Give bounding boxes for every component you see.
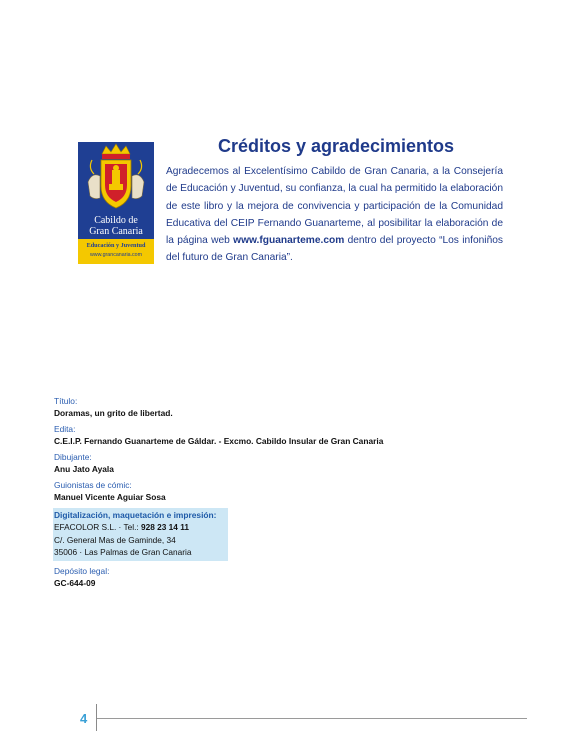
- cabildo-logo: [78, 142, 154, 264]
- credit-title: [54, 396, 454, 419]
- credit-printing-line1: [54, 521, 228, 534]
- paragraph-text-end: dentro del proyecto “Los infoniños del futuro de Gran Canaria”.: [166, 235, 503, 264]
- credit-writers-label: Guionistas de cómic:: [54, 480, 132, 490]
- logo-name: [78, 215, 154, 237]
- credit-legal-deposit-value: GC-644-09: [54, 577, 96, 588]
- logo-department: Educación y Juventud: [86, 242, 146, 249]
- credit-writers-value: Manuel Vicente Aguiar Sosa: [54, 492, 166, 502]
- credit-title-label: Título:: [54, 396, 78, 406]
- credit-printing: [53, 508, 228, 561]
- page-title: Créditos y agradecimientos: [217, 136, 455, 156]
- credit-printing-address: C/. General Mas de Gaminde, 34: [54, 534, 176, 545]
- logo-name-line2: Gran Canaria: [89, 226, 143, 237]
- footer-horizontal-rule: [97, 718, 527, 719]
- credit-printing-label: Digitalización, maquetación e impresión:: [54, 510, 217, 520]
- credit-publisher-label: Edita:: [54, 424, 76, 434]
- credit-illustrator-value: Anu Jato Ayala: [54, 464, 114, 474]
- credit-title-value: Doramas, un grito de libertad.: [54, 408, 173, 418]
- website-link[interactable]: www.fguanarteme.com: [233, 235, 345, 247]
- credit-writers: [54, 480, 454, 503]
- credit-illustrator: [54, 452, 454, 475]
- credit-publisher-value: C.E.I.P. Fernando Guanarteme de Gáldar. - Excmo. Cabildo Insular de Gran Canaria: [54, 436, 384, 446]
- credit-printing-phone: 928 23 14 11: [141, 522, 189, 532]
- credit-legal-deposit-label: Depósito legal:: [54, 565, 110, 576]
- page-number: 4: [80, 711, 88, 726]
- logo-website: www.grancanaria.com: [89, 252, 143, 258]
- credit-printing-city: 35006 · Las Palmas de Gran Canaria: [54, 547, 192, 557]
- paragraph-text-start: Agradecemos al Excelentísimo Cabildo de Gran Canaria, a la Consejería de Educación y Juventud, su confianza, la cual ha permitido la elaboración de este libro y la mejora de convivencia y participación de la Comunidad Educativa del CEIP Fernando Guanarteme, al posibilitar la elaboración de la página web: [166, 166, 503, 247]
- credit-publisher: [54, 424, 454, 447]
- acknowledgement-paragraph: [166, 163, 503, 267]
- credit-printing-company: EFACOLOR S.L. · Tel.:: [54, 522, 141, 532]
- credit-illustrator-label: Dibujante:: [54, 452, 92, 462]
- credits-block: [54, 396, 454, 594]
- credit-legal-deposit: [54, 566, 454, 589]
- logo-name-line1: Cabildo de: [94, 215, 138, 226]
